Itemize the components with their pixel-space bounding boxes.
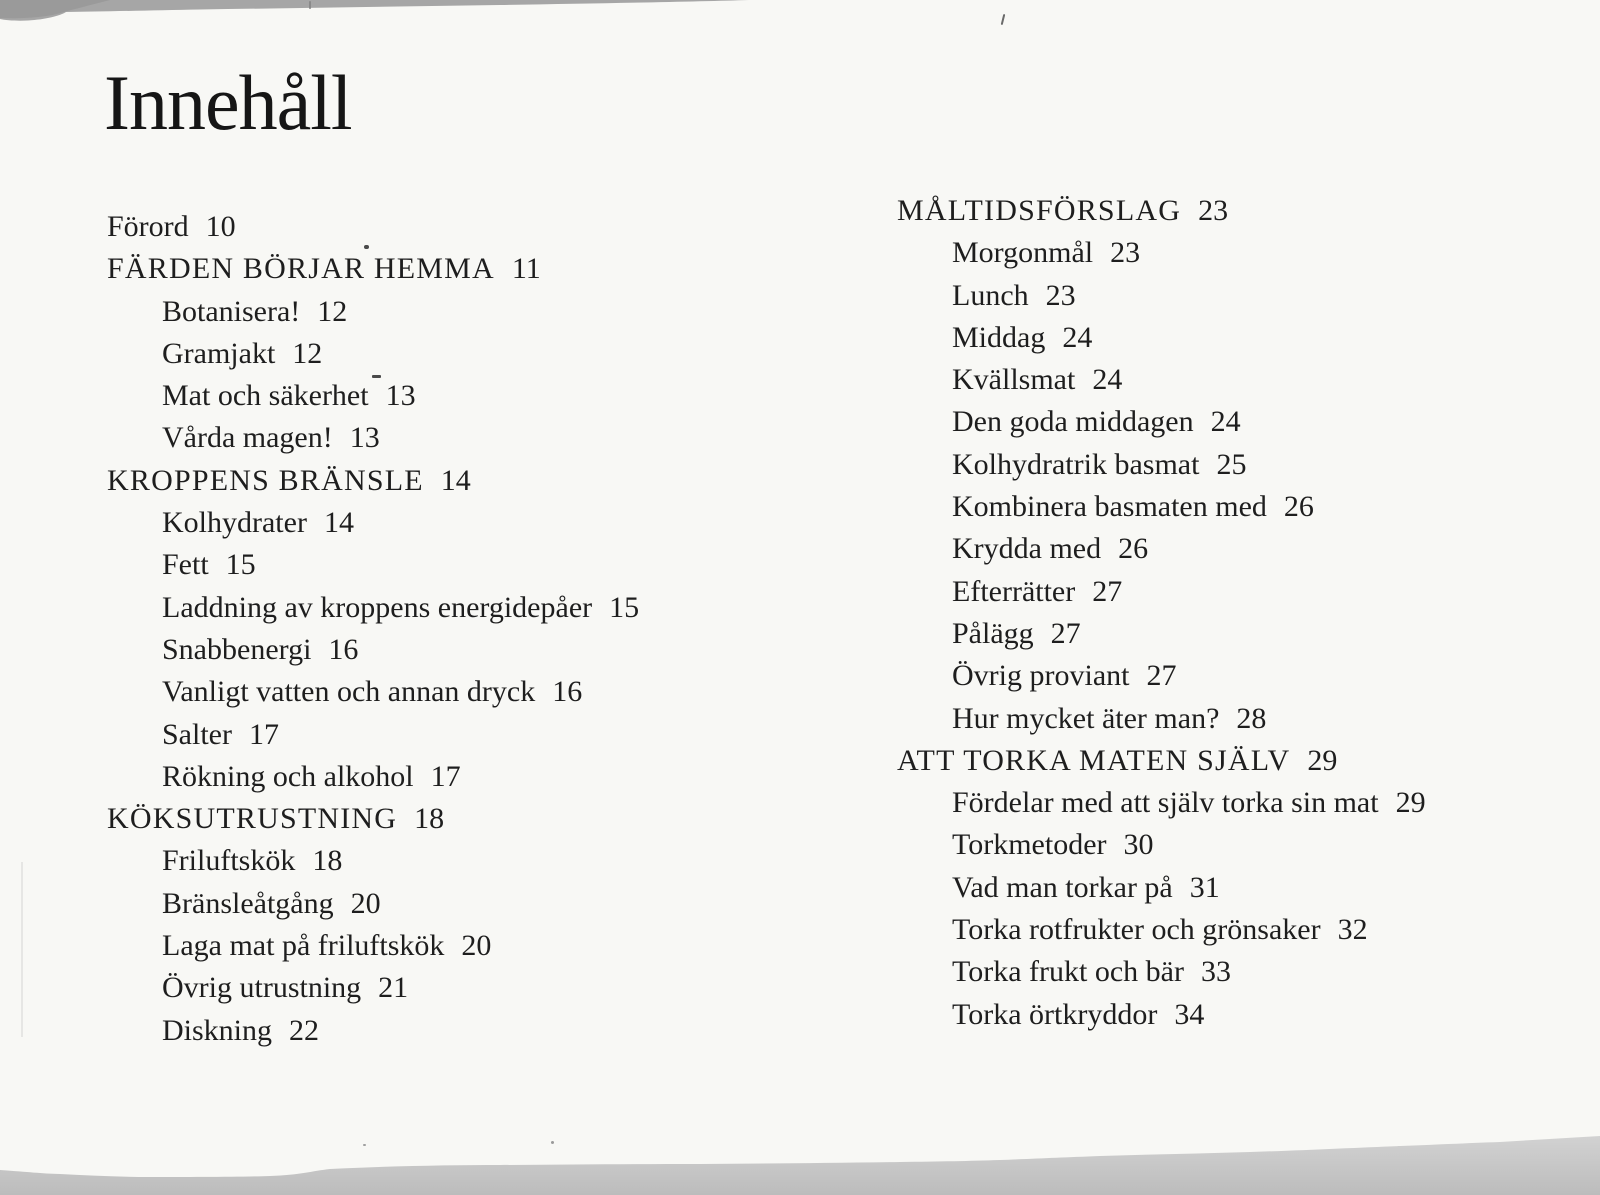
toc-entry-label: ATT TORKA MATEN SJÄLV — [897, 743, 1291, 777]
toc-entry — [107, 1010, 639, 1052]
toc-entry — [897, 528, 1426, 570]
toc-entry-label: Salter — [162, 717, 232, 751]
toc-entry-label: Torka rotfrukter och grönsaker — [952, 913, 1321, 947]
toc-entry-page: 20 — [461, 929, 492, 963]
scan-speck — [372, 375, 381, 378]
toc-entry — [897, 571, 1426, 613]
toc-entry-page: 23 — [1198, 194, 1229, 227]
toc-entry-label: Den goda middagen — [952, 405, 1194, 439]
toc-entry-page: 26 — [1118, 532, 1149, 566]
toc-entry-label: Rökning och alkohol — [162, 759, 414, 793]
toc-entry — [107, 967, 639, 1009]
toc-entry-label: Morgonmål — [952, 236, 1094, 270]
toc-entry — [107, 883, 639, 925]
toc-entry-label: Botanisera! — [162, 294, 301, 328]
toc-entry-page: 33 — [1200, 955, 1231, 989]
toc-entry-page: 15 — [225, 548, 256, 582]
toc-entry-label: Bränsleåtgång — [162, 886, 334, 920]
toc-entry-label: Laga mat på friluftskök — [162, 929, 445, 963]
toc-entry — [107, 756, 639, 798]
toc-entry-label: Vad man torkar på — [952, 870, 1173, 904]
toc-entry-page: 28 — [1236, 701, 1267, 735]
scan-speck — [364, 245, 369, 249]
toc-entry-label: Diskning — [162, 1013, 273, 1047]
toc-entry-page: 17 — [248, 717, 279, 751]
toc-entry-page: 32 — [1337, 913, 1368, 947]
toc-entry — [107, 206, 639, 248]
toc-entry-page: 25 — [1216, 447, 1247, 481]
toc-entry — [897, 698, 1426, 740]
toc-entry-label: KÖKSUTRUSTNING — [107, 802, 398, 836]
toc-entry — [897, 994, 1426, 1036]
toc-entry — [107, 460, 639, 502]
toc-entry-page: 26 — [1283, 490, 1314, 524]
toc-entry-label: Kombinera basmaten med — [952, 490, 1267, 524]
toc-entry — [897, 359, 1426, 401]
toc-entry-page: 23 — [1045, 278, 1076, 312]
toc-entry-label: Kolhydrater — [162, 506, 307, 540]
page-title: Innehåll — [104, 59, 352, 146]
toc-entry-page: 24 — [1092, 363, 1123, 397]
toc-entry-label: Krydda med — [952, 532, 1102, 566]
toc-entry-page: 31 — [1189, 870, 1220, 904]
toc-entry-label: Övrig utrustning — [162, 971, 362, 1005]
toc-entry-page: 14 — [440, 463, 471, 497]
scan-edge-top — [0, 0, 760, 30]
toc-entry-label: Snabbenergi — [162, 632, 312, 666]
toc-entry-label: Laddning av kroppens energidepåer — [162, 590, 593, 624]
toc-entry-label: Vanligt vatten och annan dryck — [162, 675, 536, 709]
toc-entry-page: 24 — [1210, 405, 1241, 439]
toc-column-left — [107, 206, 639, 1052]
toc-entry-page: 18 — [414, 802, 445, 836]
toc-entry-page: 11 — [511, 252, 541, 286]
toc-entry — [897, 655, 1426, 697]
toc-entry-label: Gramjakt — [162, 336, 276, 370]
toc-entry — [897, 867, 1426, 909]
toc-entry — [107, 714, 639, 756]
toc-entry-page: 13 — [385, 379, 416, 413]
toc-entry — [897, 740, 1426, 782]
toc-entry — [897, 782, 1426, 824]
toc-entry — [897, 190, 1426, 232]
toc-entry-label: Torkmetoder — [952, 828, 1107, 862]
toc-entry — [897, 232, 1426, 274]
scan-speck — [1001, 14, 1006, 25]
toc-entry-page: 30 — [1123, 828, 1154, 862]
toc-entry-page: 23 — [1110, 236, 1141, 270]
toc-entry-page: 12 — [292, 336, 323, 370]
toc-entry-page: 24 — [1062, 320, 1093, 354]
toc-entry — [107, 333, 639, 375]
toc-entry — [897, 401, 1426, 443]
toc-entry — [897, 317, 1426, 359]
toc-entry-page: 14 — [323, 506, 354, 540]
toc-entry-page: 22 — [289, 1013, 320, 1047]
toc-column-right — [897, 190, 1426, 1036]
toc-entry-page: 15 — [609, 590, 640, 624]
toc-entry — [107, 840, 639, 882]
toc-entry-page: 34 — [1174, 997, 1205, 1031]
scan-fold-line — [21, 862, 23, 1037]
toc-entry-page: 16 — [552, 675, 583, 709]
toc-entry-label: Vårda magen! — [162, 421, 333, 455]
toc-entry-page: 29 — [1395, 786, 1426, 820]
toc-entry-label: KROPPENS BRÄNSLE — [107, 463, 424, 497]
toc-entry-label: Torka frukt och bär — [952, 955, 1184, 989]
toc-entry-label: Torka örtkryddor — [952, 997, 1158, 1031]
toc-entry-page: 27 — [1050, 616, 1081, 650]
toc-entry — [897, 824, 1426, 866]
toc-entry-page: 29 — [1307, 743, 1338, 777]
toc-entry — [897, 486, 1426, 528]
toc-entry-label: Kvällsmat — [952, 363, 1076, 397]
toc-entry — [897, 275, 1426, 317]
toc-entry — [107, 248, 639, 290]
toc-entry-label: Kolhydratrik basmat — [952, 447, 1200, 481]
toc-entry — [897, 613, 1426, 655]
toc-entry-label: Lunch — [952, 278, 1029, 312]
toc-entry-label: Fett — [162, 548, 209, 582]
toc-entry — [107, 544, 639, 586]
toc-entry-label: Övrig proviant — [952, 659, 1130, 693]
toc-entry-page: 18 — [312, 844, 343, 878]
toc-entry — [107, 925, 639, 967]
toc-entry-label: Fördelar med att själv torka sin mat — [952, 786, 1379, 820]
toc-entry — [107, 587, 639, 629]
toc-entry-page: 10 — [205, 210, 236, 243]
toc-entry — [107, 798, 639, 840]
toc-entry-page: 21 — [378, 971, 409, 1005]
toc-entry — [107, 291, 639, 333]
toc-entry-page: 12 — [317, 294, 348, 328]
scan-edge-bottom — [0, 1125, 1600, 1195]
toc-entry — [107, 671, 639, 713]
toc-entry-page: 20 — [350, 886, 381, 920]
toc-entry-page: 13 — [349, 421, 380, 455]
toc-entry — [107, 417, 639, 459]
toc-entry — [897, 951, 1426, 993]
scan-speck — [309, 1, 311, 9]
toc-entry — [107, 629, 639, 671]
toc-entry-page: 27 — [1092, 574, 1123, 608]
toc-entry-label: Middag — [952, 320, 1046, 354]
toc-entry — [897, 909, 1426, 951]
toc-entry-label: Friluftskök — [162, 844, 296, 878]
toc-entry-label: Förord — [107, 210, 189, 243]
toc-entry-page: 16 — [328, 632, 359, 666]
toc-entry-label: Hur mycket äter man? — [952, 701, 1220, 735]
toc-entry — [107, 502, 639, 544]
toc-entry-page: 27 — [1146, 659, 1177, 693]
toc-entry — [107, 375, 639, 417]
toc-entry-label: Efterrätter — [952, 574, 1076, 608]
toc-entry-label: FÄRDEN BÖRJAR HEMMA — [107, 252, 495, 286]
toc-entry-label: MÅLTIDSFÖRSLAG — [897, 194, 1182, 227]
toc-entry-label: Pålägg — [952, 616, 1034, 650]
toc-entry — [897, 444, 1426, 486]
toc-entry-label: Mat och säkerhet — [162, 379, 369, 413]
toc-entry-page: 17 — [430, 759, 461, 793]
